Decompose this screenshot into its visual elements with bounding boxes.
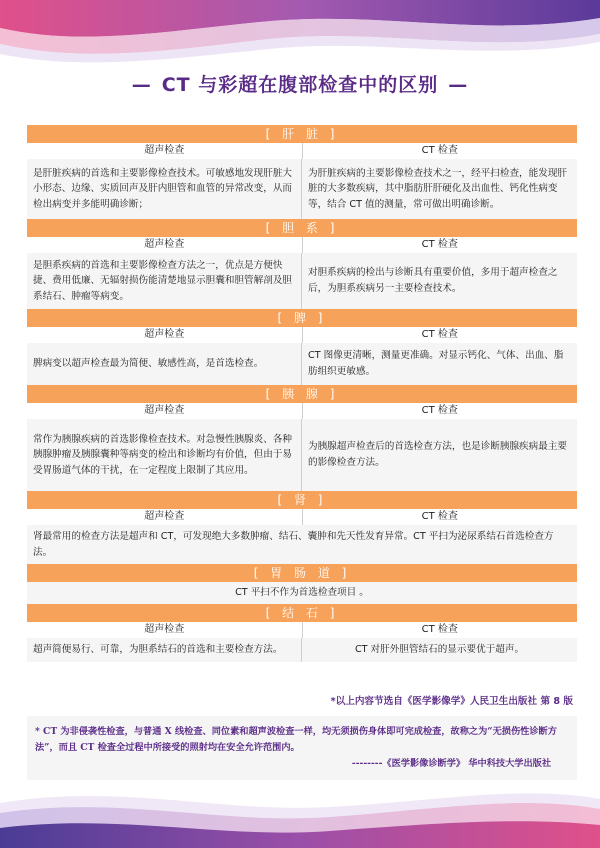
gi-text: CT 平扫不作为首选检查项目 。 [27, 582, 577, 604]
source-citation: *以上内容节选自《医学影像学》人民卫生出版社 第 8 版 [330, 696, 573, 707]
column-labels [27, 403, 577, 419]
section-header-stone: [ 结 石 ] [27, 604, 577, 622]
section-header-liver: [ 肝 脏 ] [27, 125, 577, 143]
section-body-biliary [27, 253, 577, 309]
title-dash-left: — [131, 74, 152, 96]
section-body-spleen [27, 343, 577, 385]
pancreas-ct-text: 为胰腺超声检查后的首选检查方法，也是诊断胰腺疾病最主要的影像检查方法。 [308, 441, 568, 468]
ultrasound-label: 超声检查 [27, 622, 303, 638]
stone-ultrasound-text: 超声简便易行、可靠，为胆系结石的首选和主要检查方法。 [27, 638, 302, 662]
spleen-ct-text: CT 图像更清晰，测量更准确。对显示钙化、气体、出血、脂肪组织更敏感。 [308, 350, 564, 377]
pancreas-ultrasound-text: 常作为胰腺疾病的首选影像检查技术。对急慢性胰腺炎、各种胰腺肿瘤及胰腺囊种等病变的检出和诊断均有价值，但由于易受胃肠道气体的干扰，在一定程度上限制了其应用。 [27, 419, 302, 491]
footnote-reference: --------《医学影像诊断学》 华中科技大学出版社 [351, 758, 551, 769]
comparison-table [27, 125, 577, 662]
stone-ct-text: CT 对肝外胆管结石的显示要优于超声。 [354, 644, 525, 656]
footnote-box [27, 716, 577, 780]
title-dash-right: — [448, 74, 469, 96]
ultrasound-label: 超声检查 [27, 143, 303, 159]
kidney-text: 肾最常用的检查方法是超声和 CT，可发现绝大多数肿瘤、结石、囊肿和先天性发育异常。CT 平扫为泌尿系结石首选检查方法。 [27, 525, 577, 564]
ct-label: CT 检查 [421, 239, 458, 250]
top-wave-decoration [0, 0, 600, 80]
footnote-text: * CT 为非侵袭性检查，与普通 X 线检查、同位素和超声波检查一样，均无须损伤身体即可完成检查，故称之为“无损伤性诊断方法”，而且 CT 检查全过程中所接受的照射均在安全允许范围内。 [35, 726, 557, 753]
ultrasound-label: 超声检查 [27, 509, 303, 525]
biliary-ct-text: 对胆系疾病的检出与诊断具有重要价值，多用于超声检查之后，为胆系疾病另一主要检查技术。 [308, 267, 558, 294]
page-title [0, 70, 600, 97]
spleen-ultrasound-text: 脾病变以超声检查最为简便、敏感性高，是首选检查。 [27, 343, 302, 385]
section-header-kidney: [ 肾 ] [27, 491, 577, 509]
ultrasound-label: 超声检查 [27, 327, 303, 343]
ct-label: CT 检查 [421, 511, 458, 522]
title-text: CT 与彩超在腹部检查中的区别 [161, 74, 439, 96]
ct-label: CT 检查 [421, 145, 458, 156]
column-labels [27, 237, 577, 253]
section-header-pancreas: [ 胰 腺 ] [27, 385, 577, 403]
section-body-liver [27, 159, 577, 219]
column-labels [27, 143, 577, 159]
liver-ultrasound-text: 是肝脏疾病的首选和主要影像检查技术。可敏感地发现肝脏大小形态、边缘、实质回声及肝内胆管和血管的异常改变，从而检出病变并多能明确诊断； [27, 159, 302, 219]
section-body-pancreas [27, 419, 577, 491]
ct-label: CT 检查 [421, 624, 458, 635]
ultrasound-label: 超声检查 [27, 237, 303, 253]
section-body-stone [27, 638, 577, 662]
ct-label: CT 检查 [421, 329, 458, 340]
liver-ct-text: 为肝脏疾病的主要影像检查技术之一，经平扫检查，能发现肝脏的大多数疾病，其中脂肪肝肝硬化及出血性、钙化性病变等，结合 CT 值的测量，常可做出明确诊断。 [308, 167, 568, 210]
column-labels [27, 509, 577, 525]
section-header-biliary: [ 胆 系 ] [27, 219, 577, 237]
column-labels [27, 622, 577, 638]
biliary-ultrasound-text: 是胆系疾病的首选和主要影像检查方法之一，优点是方便快捷、费用低廉、无辐射损伤能清楚地显示胆囊和胆管解剖及胆系结石、肿瘤等病变。 [27, 253, 302, 309]
ultrasound-label: 超声检查 [27, 403, 303, 419]
section-header-gi: [ 胃 肠 道 ] [27, 564, 577, 582]
section-header-spleen: [ 脾 ] [27, 309, 577, 327]
ct-label: CT 检查 [421, 405, 458, 416]
bottom-wave-decoration [0, 773, 600, 848]
column-labels [27, 327, 577, 343]
